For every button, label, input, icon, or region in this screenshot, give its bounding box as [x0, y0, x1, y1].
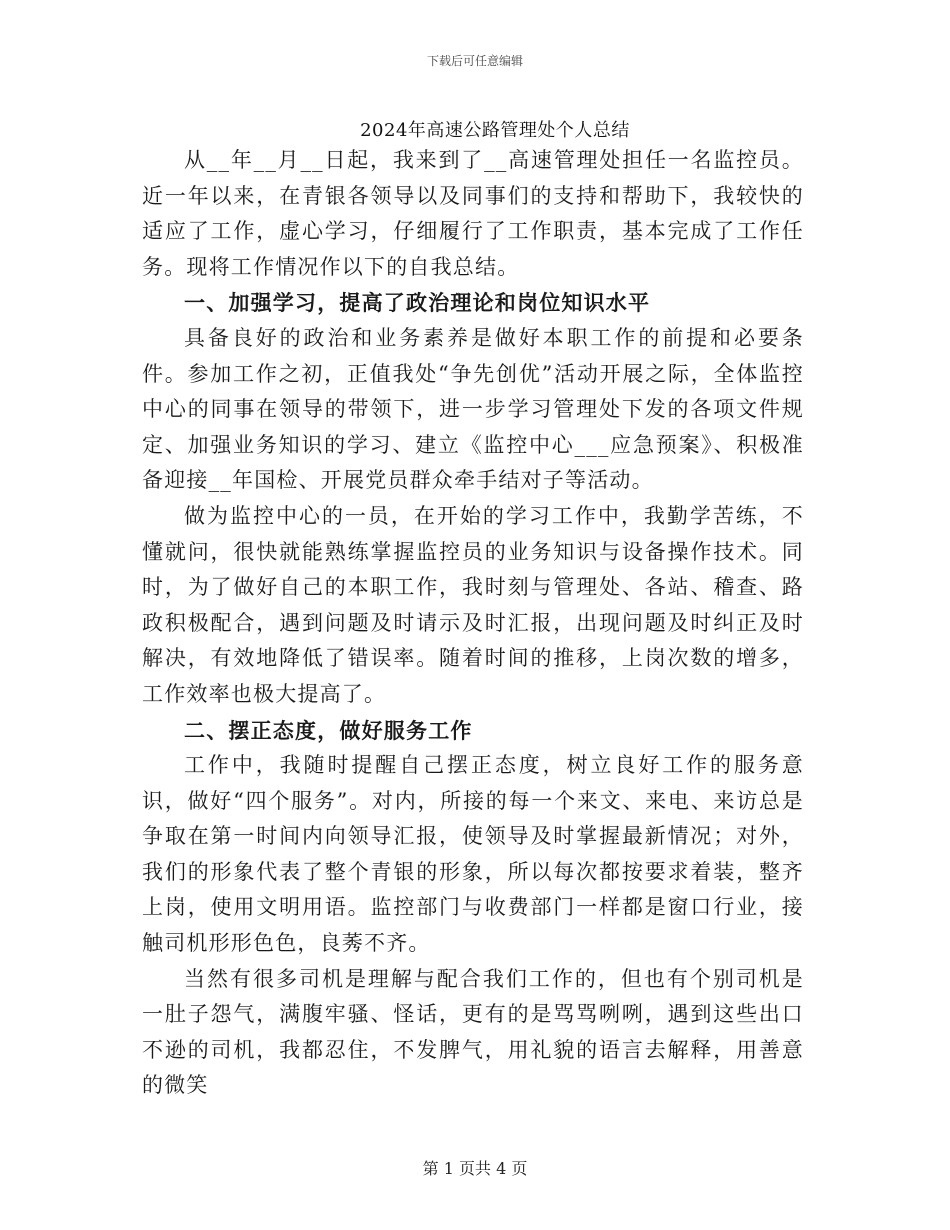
document-title: 2024年高速公路管理处个人总结 [360, 120, 630, 141]
page-number-footer: 第 1 页共 4 页 [422, 1159, 528, 1178]
paragraph: 当然有很多司机是理解与配合我们工作的，但也有个别司机是一肚子怨气，满腹牢骚、怪话，更有的是骂骂咧咧，遇到这些出口不逊的司机，我都忍住，不发脾气，用礼貌的语言去解释，用善意的微笑 [142, 966, 804, 1098]
section-heading-2: 二、摆正态度，做好服务工作 [184, 717, 473, 743]
paragraph: 做为监控中心的一员，在开始的学习工作中，我勤学苦练，不懂就问，很快就能熟练掌握监控员的业务知识与设备操作技术。同时，为了做好自己的本职工作，我时刻与管理处、各站、稽查、路政积极配合，遇到问题及时请示及时汇报，出现问题及时纠正及时解决，有效地降低了错误率。随着时间的推移，上岗次数的增多，工作效率也极大提高了。 [142, 503, 804, 706]
document-body [142, 143, 804, 1104]
header-note: 下载后可任意编辑 [426, 54, 523, 68]
paragraph: 具备良好的政治和业务素养是做好本职工作的前提和必要条件。参加工作之初，正值我处“争先创优”活动开展之际，全体监控中心的同事在领导的带领下，进一步学习管理处下发的各项文件规定、加强业务知识的学习、建立《监控中心___应急预案》、积极准备迎接__年国检、开展党员群众牵手结对子等活动。 [142, 325, 804, 493]
paragraph-intro: 从__年__月__日起，我来到了__高速管理处担任一名监控员。近一年以来，在青银各领导以及同事们的支持和帮助下，我较快的适应了工作，虚心学习，仔细履行了工作职责，基本完成了工作任务。现将工作情况作以下的自我总结。 [142, 148, 804, 279]
paragraph: 工作中，我随时提醒自己摆正态度，树立良好工作的服务意识，做好“四个服务”。对内，所接的每一个来文、来电、来访总是争取在第一时间内向领导汇报，使领导及时掌握最新情况；对外，我们的形象代表了整个青银的形象，所以每次都按要求着装，整齐上岗，使用文明用语。监控部门与收费部门一样都是窗口行业，接触司机形形色色，良莠不齐。 [142, 753, 804, 956]
section-heading-1: 一、加强学习，提高了政治理论和岗位知识水平 [184, 290, 651, 316]
